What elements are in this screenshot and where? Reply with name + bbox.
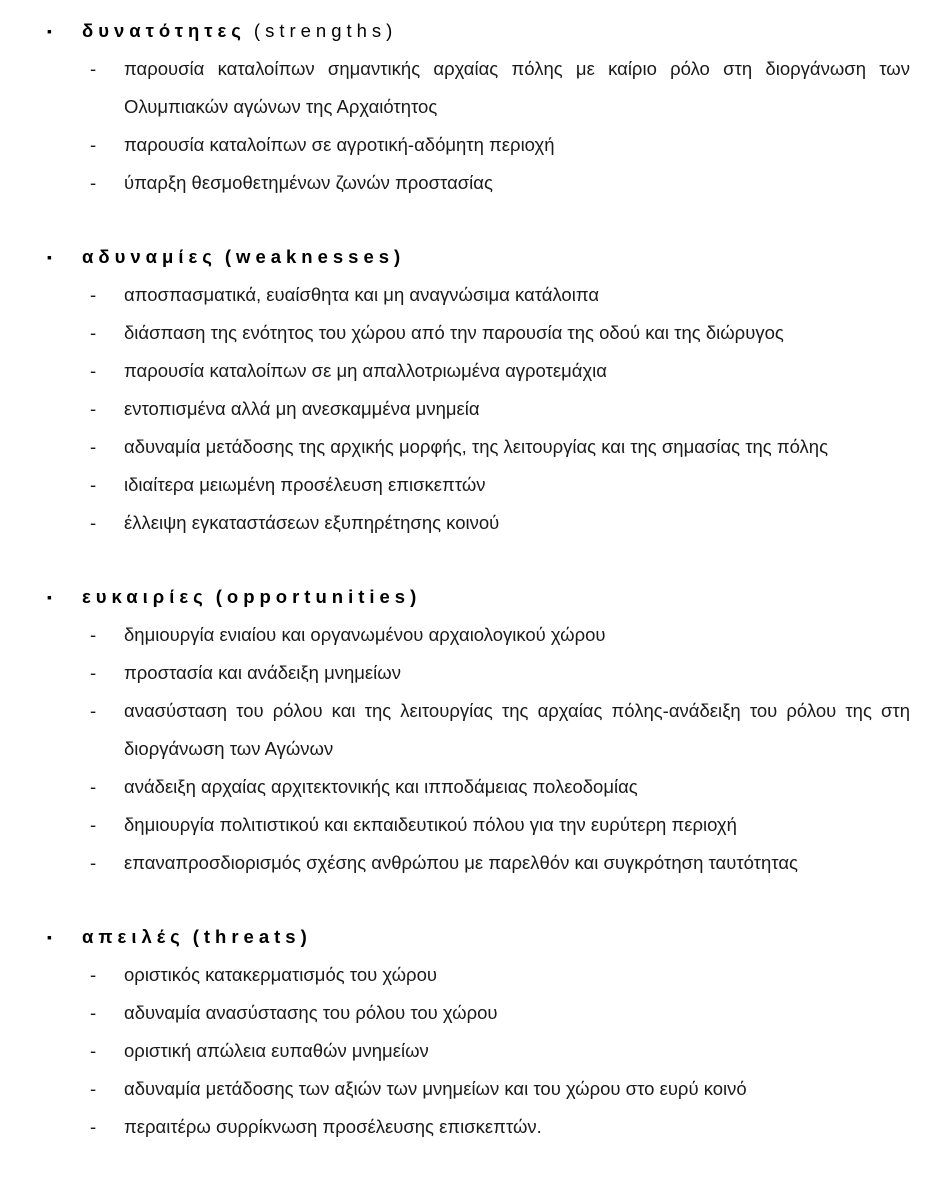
dash-marker: - — [90, 474, 97, 495]
list-item-text: δημιουργία ενιαίου και οργανωμένου αρχαιολογικού χώρου — [124, 624, 606, 645]
section-heading — [0, 578, 948, 616]
dash-marker: - — [90, 1040, 97, 1061]
list-item — [90, 806, 910, 844]
list-item-text: δημιουργία πολιτιστικού και εκπαιδευτικού πόλου για την ευρύτερη περιοχή — [124, 814, 737, 835]
threats-list — [0, 956, 948, 1146]
dash-marker: - — [90, 398, 97, 419]
list-item — [90, 844, 910, 882]
dash-marker: - — [90, 172, 97, 193]
dash-marker: - — [90, 436, 97, 457]
list-item-text: προστασία και ανάδειξη μνημείων — [124, 662, 401, 683]
list-item-text: ύπαρξη θεσμοθετημένων ζωνών προστασίας — [124, 172, 493, 193]
dash-marker: - — [90, 512, 97, 533]
section-opportunities — [0, 578, 948, 882]
section-title — [82, 586, 421, 607]
section-heading — [0, 12, 948, 50]
dash-marker: - — [90, 322, 97, 343]
dash-marker: - — [90, 58, 97, 79]
list-item-text: αδυναμία μετάδοσης της αρχικής μορφής, της λειτουργίας και της σημασίας της πόλης — [124, 436, 829, 457]
section-title-greek: αδυναμίες — [82, 246, 217, 267]
opportunities-list — [0, 616, 948, 882]
dash-marker: - — [90, 360, 97, 381]
section-title-english: (strengths) — [253, 20, 398, 41]
dash-marker: - — [90, 964, 97, 985]
dash-marker: - — [90, 776, 97, 797]
list-item-text: ανάδειξη αρχαίας αρχιτεκτονικής και ιπποδάμειας πολεοδομίας — [124, 776, 638, 797]
dash-marker: - — [90, 852, 97, 873]
list-item — [90, 314, 910, 352]
list-item — [90, 1108, 910, 1146]
section-title-greek: απειλές — [82, 926, 185, 947]
section-heading — [0, 918, 948, 956]
list-item — [90, 504, 910, 542]
list-item — [90, 768, 910, 806]
list-item — [90, 126, 910, 164]
list-item-text: παρουσία καταλοίπων σε μη απαλλοτριωμένα αγροτεμάχια — [124, 360, 607, 381]
section-title — [82, 246, 405, 267]
section-threats — [0, 918, 948, 1146]
list-item — [90, 692, 910, 768]
list-item — [90, 616, 910, 654]
list-item — [90, 1070, 910, 1108]
dash-marker: - — [90, 134, 97, 155]
dash-marker: - — [90, 284, 97, 305]
list-item-text: οριστικός κατακερματισμός του χώρου — [124, 964, 437, 985]
dash-marker: - — [90, 700, 97, 721]
section-title-english: (opportunities) — [215, 586, 422, 607]
section-weaknesses — [0, 238, 948, 542]
list-item — [90, 1032, 910, 1070]
section-strengths — [0, 12, 948, 202]
list-item — [90, 466, 910, 504]
square-bullet-icon: ▪ — [47, 929, 52, 945]
dash-marker: - — [90, 1116, 97, 1137]
list-item — [90, 352, 910, 390]
list-item-text: διάσπαση της ενότητος του χώρου από την παρουσία της οδού και της διώρυγος — [124, 322, 784, 343]
list-item-text: εντοπισμένα αλλά μη ανεσκαμμένα μνημεία — [124, 398, 480, 419]
list-item-text: ιδιαίτερα μειωμένη προσέλευση επισκεπτών — [124, 474, 486, 495]
list-item — [90, 994, 910, 1032]
list-item — [90, 164, 910, 202]
list-item-text: αποσπασματικά, ευαίσθητα και μη αναγνώσιμα κατάλοιπα — [124, 284, 600, 305]
list-item — [90, 390, 910, 428]
list-item-text: οριστική απώλεια ευπαθών μνημείων — [124, 1040, 429, 1061]
dash-marker: - — [90, 624, 97, 645]
square-bullet-icon: ▪ — [47, 23, 52, 39]
dash-marker: - — [90, 662, 97, 683]
list-item-text: παρουσία καταλοίπων σε αγροτική-αδόμητη περιοχή — [124, 134, 555, 155]
list-item — [90, 428, 910, 466]
list-item-text: αδυναμία μετάδοσης των αξιών των μνημείων και του χώρου στο ευρύ κοινό — [124, 1078, 747, 1099]
section-title-english: (weaknesses) — [224, 246, 406, 267]
list-item-text: έλλειψη εγκαταστάσεων εξυπηρέτησης κοινού — [124, 512, 500, 533]
section-title — [82, 20, 397, 41]
list-item-text: επαναπροσδιορισμός σχέσης ανθρώπου με παρελθόν και συγκρότηση ταυτότητας — [124, 852, 798, 873]
section-heading — [0, 238, 948, 276]
list-item — [90, 956, 910, 994]
list-item-text: παρουσία καταλοίπων σημαντικής αρχαίας πόλης με καίριο ρόλο στη διοργάνωση των Ολυμπιακών αγώνων της Αρχαιότητος — [124, 58, 910, 117]
list-item-text: περαιτέρω συρρίκνωση προσέλευσης επισκεπτών. — [124, 1116, 542, 1137]
square-bullet-icon: ▪ — [47, 589, 52, 605]
list-item-text: αδυναμία ανασύστασης του ρόλου του χώρου — [124, 1002, 498, 1023]
section-title-greek: δυνατότητες — [82, 20, 246, 41]
list-item — [90, 276, 910, 314]
dash-marker: - — [90, 1002, 97, 1023]
dash-marker: - — [90, 814, 97, 835]
section-title-english: (threats) — [192, 926, 312, 947]
weaknesses-list — [0, 276, 948, 542]
strengths-list — [0, 50, 948, 202]
square-bullet-icon: ▪ — [47, 249, 52, 265]
list-item-text: ανασύσταση του ρόλου και της λειτουργίας της αρχαίας πόλης-ανάδειξη του ρόλου της στη διοργάνωση των Αγώνων — [124, 700, 910, 759]
dash-marker: - — [90, 1078, 97, 1099]
list-item — [90, 50, 910, 126]
section-title-greek: ευκαιρίες — [82, 586, 208, 607]
list-item — [90, 654, 910, 692]
section-title — [82, 926, 312, 947]
